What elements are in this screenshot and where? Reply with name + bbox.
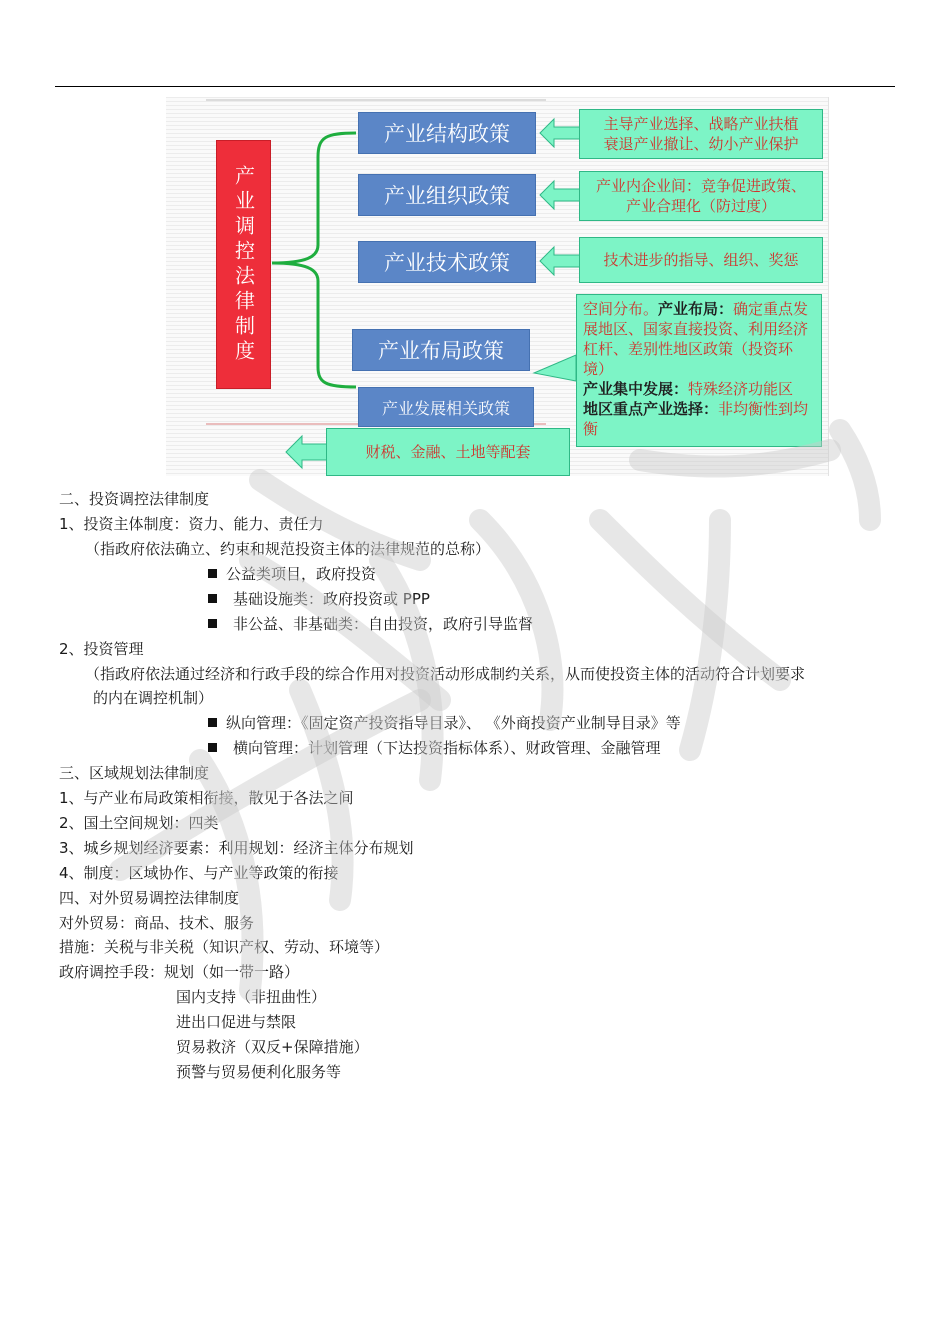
section-4-subitem: 国内支持（非扭曲性）: [176, 988, 327, 1006]
policy-label: 产业结构政策: [384, 122, 510, 146]
main-topic-label: 产业调控法律制度: [231, 164, 256, 365]
policy-label: 产业发展相关政策: [381, 398, 510, 418]
square-bullet-icon: [208, 743, 217, 752]
note-bold: 地区重点产业选择：: [583, 400, 719, 418]
note-structure: [579, 109, 823, 159]
policy-box-layout: [352, 329, 530, 371]
note-text: 非均衡性到均衡: [583, 400, 809, 438]
policy-box-technology: [358, 241, 536, 283]
bullet-text: 基础设施类：政府投资或 PPP: [233, 590, 430, 608]
bullet-text: 纵向管理：《固定资产投资指导目录》、 《外商投资产业制导目录》等: [226, 714, 681, 732]
bullet-item: [208, 614, 533, 634]
section-3-item: 4、制度：区域协作、与产业等政策的衔接: [59, 864, 339, 882]
note-bold: 产业集中发展：: [583, 380, 689, 398]
bullet-item: [208, 589, 430, 609]
note-line: 衰退产业撤让、幼小产业保护: [603, 135, 799, 153]
arrow-left-icon: [532, 353, 578, 383]
policy-label: 产业布局政策: [378, 339, 504, 363]
note-text: 特殊经济功能区: [688, 380, 794, 398]
square-bullet-icon: [208, 619, 217, 628]
note-line: 财税、金融、土地等配套: [365, 443, 531, 461]
section-2-item-2-note: （指政府依法通过经济和行政手段的综合作用对投资活动形成制约关系，从而使投资主体的活动符合计划要求: [85, 665, 806, 683]
section-4-subitem: 贸易救济（双反+保障措施）: [176, 1038, 369, 1056]
section-3-item: 1、与产业布局政策相衔接，散见于各法之间: [59, 789, 354, 807]
policy-diagram: [166, 97, 829, 476]
policy-box-related: [358, 387, 534, 427]
note-technology: [579, 237, 823, 283]
square-bullet-icon: [208, 718, 217, 727]
note-line: 技术进步的指导、组织、奖惩: [603, 251, 799, 269]
section-3-title: 三、区域规划法律制度: [59, 764, 210, 782]
section-4-subitem: 预警与贸易便利化服务等: [176, 1063, 342, 1081]
note-related: [326, 428, 570, 476]
section-4-subitem: 进出口促进与禁限: [176, 1013, 297, 1031]
square-bullet-icon: [208, 569, 217, 578]
section-3-item: 2、国土空间规划：四类: [59, 814, 219, 832]
bullet-item: [208, 564, 376, 584]
policy-label: 产业组织政策: [384, 184, 510, 208]
note-line: 主导产业选择、战略产业扶植: [603, 115, 799, 133]
arrow-left-icon: [538, 177, 582, 213]
policy-box-structure: [358, 112, 536, 154]
header-rule: [55, 86, 895, 87]
section-2-title: 二、投资调控法律制度: [59, 490, 210, 508]
section-3-item: 3、城乡规划经济要素：利用规划：经济主体分布规划: [59, 839, 414, 857]
arrow-left-icon: [284, 431, 328, 473]
section-4-item: 政府调控手段：规划（如一带一路）: [59, 963, 300, 981]
main-topic-box: [216, 140, 271, 389]
section-2-item-1: 1、投资主体制度：资力、能力、责任力: [59, 515, 324, 533]
bullet-text: 非公益、非基础类：自由投资，政府引导监督: [233, 615, 534, 633]
bullet-item: [208, 713, 681, 733]
section-2-item-2: 2、投资管理: [59, 640, 144, 658]
note-line: 产业合理化（防过度）: [625, 197, 776, 215]
note-text: 空间分布。: [583, 300, 659, 318]
arrow-left-icon: [538, 243, 582, 279]
section-4-title: 四、对外贸易调控法律制度: [59, 889, 240, 907]
section-2-item-2-note-cont: 的内在调控机制）: [93, 689, 214, 707]
note-text: 确定重点发展地区、国家直接投资、利用经济杠杆、差别性地区政策（投资环境）: [583, 300, 809, 378]
bullet-item: [208, 738, 661, 758]
section-2-item-1-note: （指政府依法确立、约束和规范投资主体的法律规范的总称）: [85, 540, 491, 558]
policy-box-organization: [358, 174, 536, 216]
section-4-item: 对外贸易：商品、技术、服务: [59, 914, 255, 932]
note-line: 产业内企业间：竞争促进政策、: [595, 177, 806, 195]
note-layout: [576, 294, 822, 447]
section-4-item: 措施：关税与非关税（知识产权、劳动、环境等）: [59, 938, 390, 956]
arrow-left-icon: [538, 115, 582, 151]
note-bold: 产业布局：: [658, 300, 734, 318]
note-organization: [579, 171, 823, 221]
bullet-text: 公益类项目，政府投资: [226, 565, 377, 583]
square-bullet-icon: [208, 594, 217, 603]
policy-label: 产业技术政策: [384, 251, 510, 275]
bullet-text: 横向管理：计划管理（下达投资指标体系）、财政管理、金融管理: [233, 739, 661, 757]
